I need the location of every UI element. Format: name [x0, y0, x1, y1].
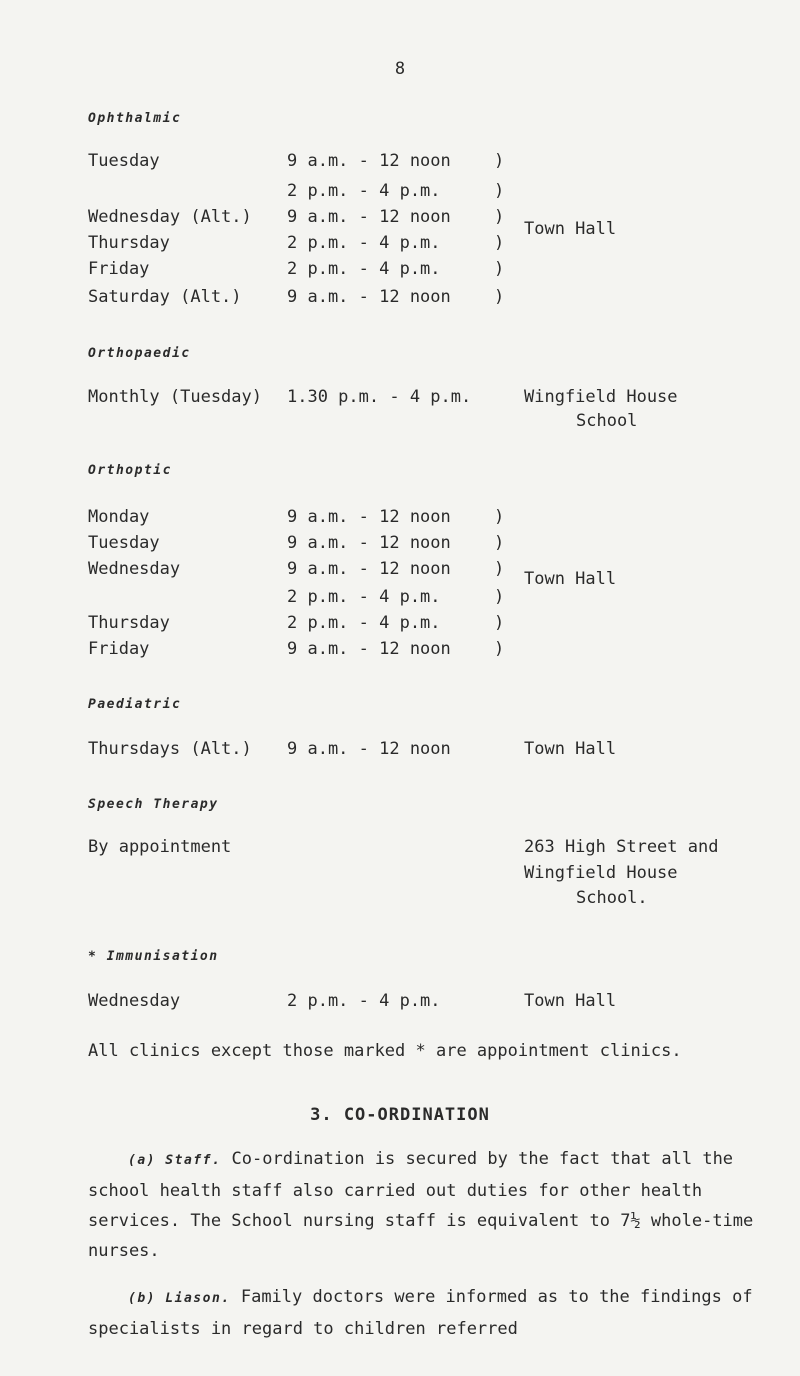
location-orthoptic: Town Hall	[524, 569, 617, 589]
schedule-row-day: Saturday (Alt.)	[88, 287, 242, 307]
paragraph-text-liason: Family doctors were informed as to the findings of specialists in regard to children referred	[88, 1287, 753, 1339]
section-heading-orthoptic: Orthoptic	[88, 463, 172, 478]
schedule-row-day: Monday	[88, 507, 150, 527]
location-speech-line2: Wingfield House	[524, 863, 678, 883]
schedule-row-time: 2 p.m. - 4 p.m.	[287, 259, 441, 279]
schedule-row-time: 9 a.m. - 12 noon	[287, 287, 451, 307]
section-heading-paediatric: Paediatric	[88, 697, 182, 712]
appointment-note: All clinics except those marked * are appointment clinics.	[88, 1041, 682, 1061]
bracket: )	[494, 259, 505, 279]
paragraph-liason	[88, 1282, 768, 1344]
schedule-row-day: Thursdays (Alt.)	[88, 739, 252, 759]
schedule-row-time: 2 p.m. - 4 p.m.	[287, 233, 441, 253]
schedule-row-time: 9 a.m. - 12 noon	[287, 207, 451, 227]
schedule-row-time: 9 a.m. - 12 noon	[287, 739, 451, 759]
schedule-row-day: By appointment	[88, 837, 232, 857]
section-heading-speech-therapy: Speech Therapy	[88, 797, 219, 812]
bracket: )	[494, 181, 505, 201]
location-orthopaedic-line2: School	[576, 411, 638, 431]
schedule-row-time: 9 a.m. - 12 noon	[287, 533, 451, 553]
schedule-row-time: 2 p.m. - 4 p.m.	[287, 613, 441, 633]
schedule-row-day: Wednesday	[88, 991, 181, 1011]
schedule-row-day: Tuesday	[88, 151, 160, 171]
schedule-row-time: 9 a.m. - 12 noon	[287, 507, 451, 527]
section-heading-immunisation: * Immunisation	[88, 949, 219, 964]
schedule-row-time: 9 a.m. - 12 noon	[287, 559, 451, 579]
paragraph-staff	[88, 1144, 768, 1266]
schedule-row-time: 1.30 p.m. - 4 p.m.	[287, 387, 472, 407]
page-number: 8	[394, 59, 406, 79]
bracket: )	[494, 533, 505, 553]
section-heading-orthopaedic: Orthopaedic	[88, 346, 191, 361]
bracket: )	[494, 287, 505, 307]
bracket: )	[494, 639, 505, 659]
schedule-row-time: 9 a.m. - 12 noon	[287, 151, 451, 171]
schedule-row-day: Friday	[88, 259, 150, 279]
paragraph-label-staff: (a) Staff.	[128, 1153, 222, 1168]
paragraph-label-liason: (b) Liason.	[128, 1291, 231, 1306]
location-paediatric: Town Hall	[524, 739, 617, 759]
section-heading-ophthalmic: Ophthalmic	[88, 111, 182, 126]
schedule-row-day: Thursday	[88, 233, 170, 253]
bracket: )	[494, 613, 505, 633]
bracket: )	[494, 559, 505, 579]
schedule-row-day: Friday	[88, 639, 150, 659]
schedule-row-time: 2 p.m. - 4 p.m.	[287, 587, 441, 607]
schedule-row-time: 2 p.m. - 4 p.m.	[287, 181, 441, 201]
paragraph-text-staff: Co-ordination is secured by the fact that all the school health staff also carried out duties for other health services. The School nursing staff is equivalent to 7½ whole-time nurses.	[88, 1149, 754, 1261]
schedule-row-day: Monthly (Tuesday)	[88, 387, 262, 407]
section-title-coordination: 3. CO-ORDINATION	[310, 1105, 490, 1125]
schedule-row-day: Wednesday (Alt.)	[88, 207, 252, 227]
bracket: )	[494, 151, 505, 171]
bracket: )	[494, 587, 505, 607]
schedule-row-time: 2 p.m. - 4 p.m.	[287, 991, 441, 1011]
bracket: )	[494, 507, 505, 527]
schedule-row-time: 9 a.m. - 12 noon	[287, 639, 451, 659]
schedule-row-day: Wednesday	[88, 559, 181, 579]
bracket: )	[494, 207, 505, 227]
location-speech-line3: School.	[576, 888, 648, 908]
bracket: )	[494, 233, 505, 253]
location-ophthalmic: Town Hall	[524, 219, 617, 239]
location-immunisation: Town Hall	[524, 991, 617, 1011]
location-orthopaedic-line1: Wingfield House	[524, 387, 678, 407]
schedule-row-day: Tuesday	[88, 533, 160, 553]
location-speech-line1: 263 High Street and	[524, 837, 719, 857]
schedule-row-day: Thursday	[88, 613, 170, 633]
